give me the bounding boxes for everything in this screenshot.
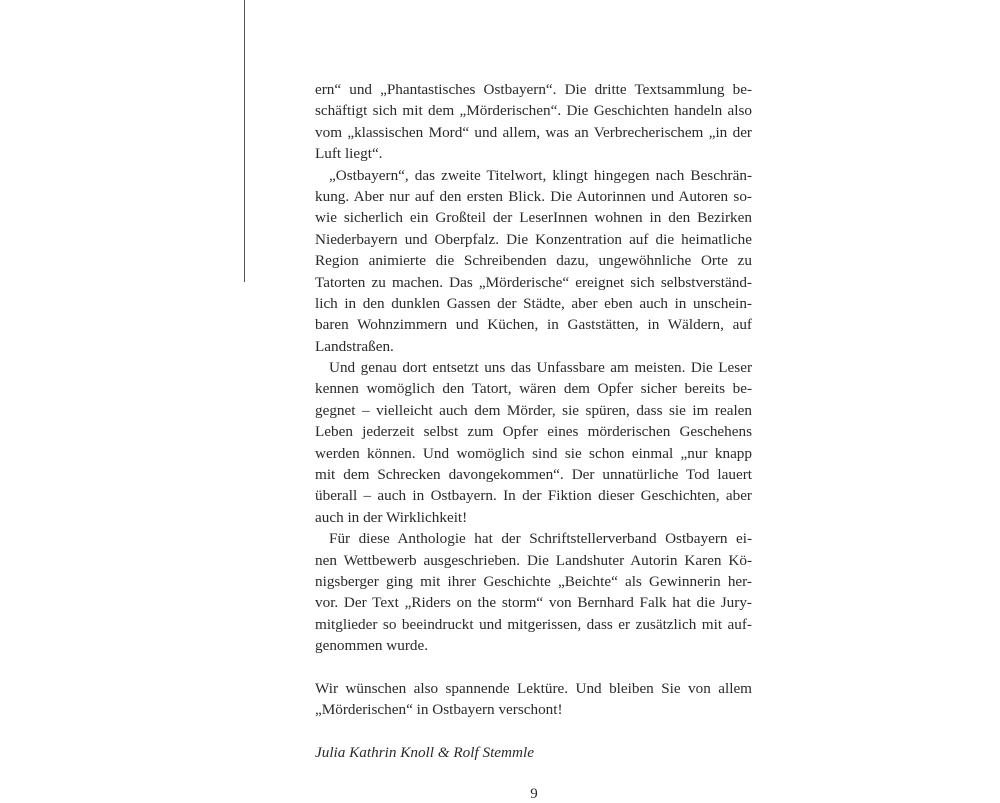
body-text bbox=[315, 79, 752, 764]
text-line: kennen womöglich den Tatort, wären dem Opfer sicher bereits be- bbox=[315, 380, 752, 398]
text-line: überall – auch in Ostbayern. In der Fiktion dieser Geschichten, aber bbox=[315, 487, 752, 505]
text-line: vor. Der Text „Riders on the storm“ von Bernhard Falk hat die Jury- bbox=[315, 594, 752, 612]
text-line: mit dem Schrecken davongekommen“. Der unnatürliche Tod lauert bbox=[315, 466, 752, 484]
text-line: Landstraßen. bbox=[315, 337, 394, 355]
text-line: Region animierte die Schreibenden dazu, ungewöhnliche Orte zu bbox=[315, 252, 752, 270]
text-line: ern“ und „Phantastisches Ostbayern“. Die dritte Textsammlung be- bbox=[315, 81, 752, 98]
text-line: baren Wohnzimmern und Küchen, in Gaststätten, in Wäldern, auf bbox=[315, 316, 752, 334]
text-line: „Ostbayern“, das zweite Titelwort, klingt hingegen nach Beschrän- bbox=[329, 166, 752, 184]
text-line: Für diese Anthologie hat der Schriftstellerverband Ostbayern ei- bbox=[329, 530, 752, 548]
text-line: genommen wurde. bbox=[315, 637, 429, 655]
text-line: kung. Aber nur auf den ersten Blick. Die Autorinnen und Autoren so- bbox=[315, 187, 752, 205]
signature-spacer bbox=[315, 721, 752, 742]
text-line: nen Wettbewerb ausgeschrieben. Die Landshuter Autorin Karen Kö- bbox=[315, 551, 752, 569]
author-signature: Julia Kathrin Knoll & Rolf Stemmle bbox=[315, 744, 534, 762]
text-line: „Mörderischen“ in Ostbayern verschont! bbox=[315, 701, 563, 719]
main-paragraphs bbox=[315, 79, 752, 657]
text-line: werden können. Und womöglich sind sie schon einmal „nur knapp bbox=[315, 444, 752, 462]
text-line: gegnet – vielleicht auch dem Mörder, sie spüren, dass sie im realen bbox=[315, 401, 752, 419]
text-line: schäftigt sich mit dem „Mörderischen“. Die Geschichten handeln also bbox=[315, 102, 752, 120]
text-line: vom „klassischen Mord“ und allem, was an Verbrecherischem „in der bbox=[315, 123, 752, 141]
text-line: Niederbayern und Oberpfalz. Die Konzentration auf die heimatliche bbox=[315, 230, 752, 248]
text-line: Luft liegt“. bbox=[315, 145, 383, 163]
text-line: Und genau dort entsetzt uns das Unfassbare am meisten. Die Leser bbox=[329, 359, 752, 377]
text-line: Wir wünschen also spannende Lektüre. Und bleiben Sie von allem bbox=[315, 679, 752, 697]
closing-paragraph bbox=[315, 678, 752, 721]
text-line: wie sicherlich ein Großteil der LeserInnen wohnen in den Bezirken bbox=[315, 209, 752, 227]
text-line: Leben jederzeit selbst zum Opfer eines mörderischen Geschehens bbox=[315, 423, 752, 441]
text-line: lich in den dunklen Gassen der Städte, aber eben auch in unschein- bbox=[315, 294, 752, 312]
text-line: auch in der Wirklichkeit! bbox=[315, 508, 468, 526]
gutter-rule bbox=[244, 0, 245, 282]
paragraph-spacer bbox=[315, 657, 752, 678]
page-number: 9 bbox=[530, 786, 538, 802]
text-line: Tatorten zu machen. Das „Mörderische“ ereignet sich selbstverständ- bbox=[315, 273, 752, 291]
text-line: nigsberger ging mit ihrer Geschichte „Beichte“ als Gewinnerin her- bbox=[315, 572, 752, 590]
text-line: mitglieder so beeindruckt und mitgerissen, dass er zusätzlich mit auf- bbox=[315, 615, 752, 633]
